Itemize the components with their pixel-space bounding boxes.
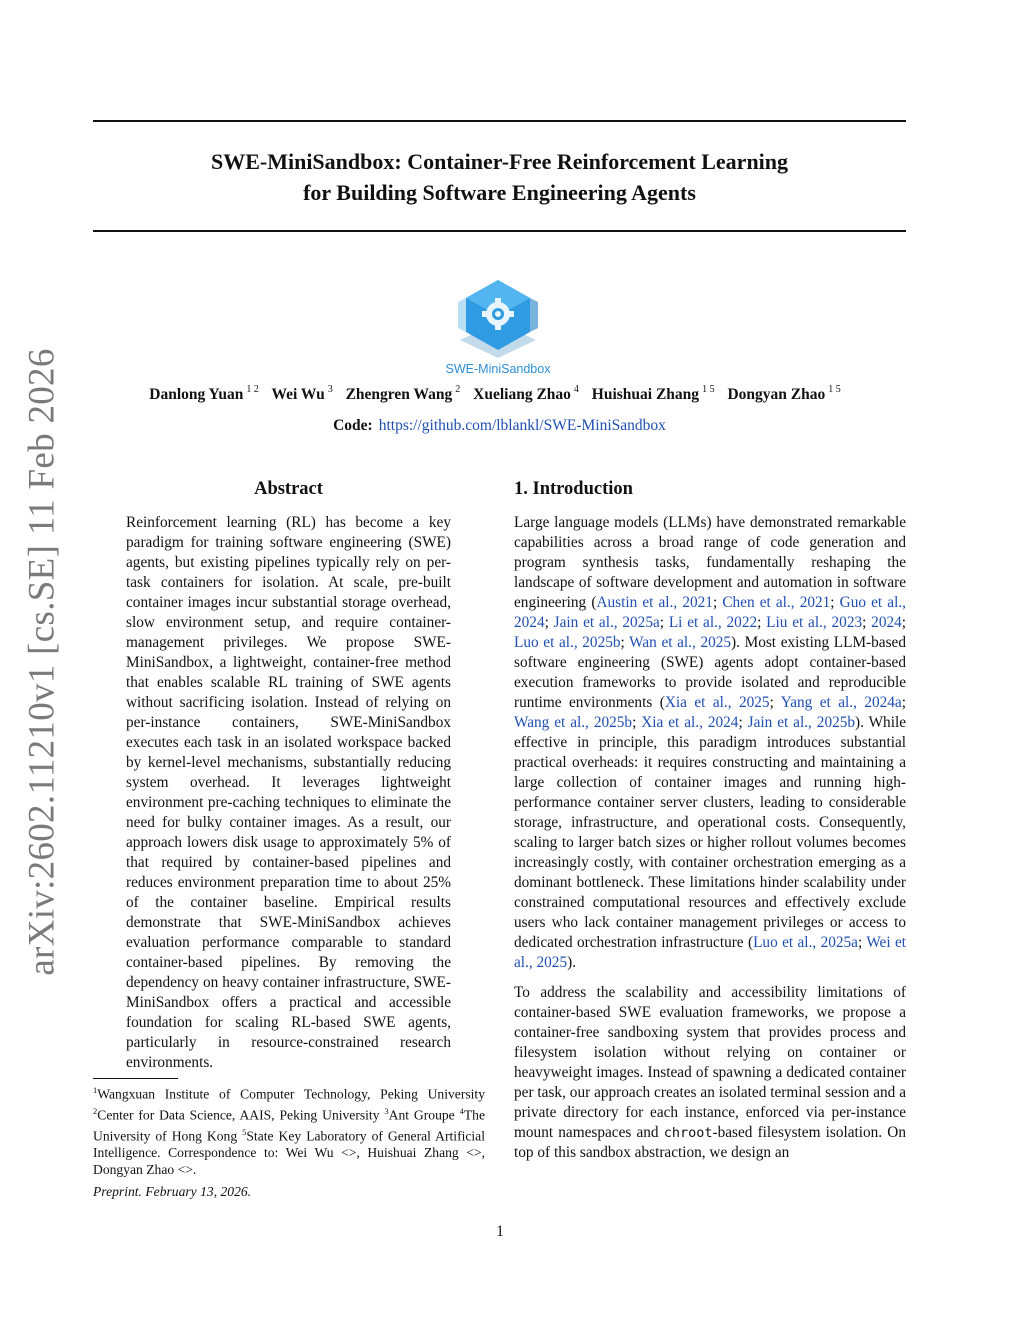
author-name: Wei Wu <box>271 386 325 403</box>
footnote-marker: 2 <box>93 1106 98 1117</box>
author-name: Huishuai Zhang <box>591 386 700 403</box>
affiliation-5: State Key Laboratory of General Artificial Intelligence. Correspondence to: Wei Wu <>, Huishuai Zhang <>, Dongyan Zhao <>. <box>93 1128 485 1177</box>
intro-paragraph-2 <box>514 983 906 1163</box>
citation-link[interactable]: Jain et al., 2025b <box>747 714 856 731</box>
title-top-rule <box>93 120 906 122</box>
citation-link[interactable]: Wan et al., 2025 <box>629 634 732 651</box>
citation-link[interactable]: 2024 <box>871 614 902 631</box>
citation-link[interactable]: Austin et al., 2021 <box>596 594 713 611</box>
code-line <box>93 417 906 435</box>
citation-link[interactable]: Luo et al., 2025b <box>514 634 621 651</box>
introduction-body <box>514 513 906 1173</box>
footnote-marker: 1 <box>93 1085 98 1095</box>
citation-link[interactable]: Guo et al., 2024 <box>514 594 906 631</box>
affiliation-3: Ant Groupe <box>388 1107 460 1123</box>
intro-text: ). Most existing LLM-based software engineering (SWE) agents adopt container-based execution frameworks to provide isolated and reproducible runtime environments ( <box>514 634 906 711</box>
citation-link[interactable]: Wang et al., 2025b <box>514 714 633 731</box>
author-affiliation: 1 5 <box>828 384 841 395</box>
intro-text: To address the scalability and accessibility limitations of container-based SWE evaluation frameworks, we propose a container-free sandboxing system that provides process and filesystem isolation without relying on container or heavyweight images. Instead of spawning a dedicated container per task, our approach creates an isolated terminal session and a private directory for each instance, enforced via per-instance mount namespaces and <box>514 984 906 1141</box>
affiliation-1: Wangxuan Institute of Computer Technology, Peking University <box>97 1086 485 1102</box>
code-label: Code: <box>333 417 373 434</box>
citation-link[interactable]: Liu et al., 2023 <box>766 614 863 631</box>
author-affiliation: 1 2 <box>246 384 259 395</box>
paper-title <box>93 146 906 208</box>
title-line-1: SWE-MiniSandbox: Container-Free Reinforcement Learning <box>210 149 789 174</box>
title-line-2: for Building Software Engineering Agents <box>303 180 696 205</box>
footnote-marker: 4 <box>459 1106 464 1117</box>
citation-link[interactable]: Yang et al., 2024a <box>780 694 902 711</box>
author-affiliation: 3 <box>327 384 333 395</box>
affiliation-2: Center for Data Science, AAIS, Peking University <box>97 1107 385 1123</box>
citation-link[interactable]: Jain et al., 2025a <box>553 614 660 631</box>
abstract-text: Reinforcement learning (RL) has become a key paradigm for training software engineering (SWE) agents, but existing pipelines typically rely on per-task containers for isolation. At scale, pre-built container images incur substantial storage overhead, slow environment setup, and require container-management privileges. We propose SWE-MiniSandbox, a lightweight, container-free method that enables scalable RL training of SWE agents without sacrificing isolation. Instead of relying on per-instance containers, SWE-MiniSandbox executes each task in an isolated workspace backed by kernel-level mechanisms, substantially reducing system overhead. It leverages lightweight environment pre-caching techniques to eliminate the need for bulky container images. As a result, our approach lowers disk usage to approximately 5% of that required by container-based pipelines and reduces environment preparation time to about 25% of the container baseline. Empirical results demonstrate that SWE-MiniSandbox achieves evaluation performance comparable to standard container-based pipelines. By removing the dependency on heavy container infrastructure, SWE-MiniSandbox offers a practical and accessible foundation for scaling RL-based SWE agents, particularly in resource-constrained research environments. <box>126 514 451 1071</box>
abstract-heading: Abstract <box>254 479 323 499</box>
citation-link[interactable]: Xia et al., 2024 <box>641 714 739 731</box>
code-link[interactable]: https://github.com/lblankl/SWE-MiniSandbox <box>378 417 666 434</box>
title-bottom-rule <box>93 230 906 232</box>
footnote-marker: 3 <box>384 1106 389 1117</box>
logo-label: SWE-MiniSandbox <box>445 362 551 376</box>
affiliation-footnote <box>93 1082 485 1178</box>
author-affiliation: 4 <box>573 384 579 395</box>
author-name: Danlong Yuan <box>149 386 244 403</box>
author-name: Xueliang Zhao <box>473 386 571 403</box>
intro-text: ). While effective in principle, this paradigm introduces substantial practical overheads: it requires constructing and maintaining a large collection of container images and running high-performance container server clusters, leading to considerable storage, infrastructure, and operational costs. Consequently, scaling to larger batch sizes or higher rollout volumes becomes increasingly costly, with container orchestration emerging as a dominant bottleneck. These limitations hinder scalability under constrained computational resources and effectively exclude users who lack container management privileges or access to dedicated orchestration infrastructure ( <box>514 714 906 951</box>
citation-link[interactable]: Luo et al., 2025a <box>753 934 858 951</box>
author-name: Zhengren Wang <box>345 386 453 403</box>
inline-code: chroot <box>663 1125 713 1141</box>
citation-link[interactable]: Xia et al., 2025 <box>664 694 770 711</box>
intro-text: ). <box>567 954 577 971</box>
affiliation-4: The University of Hong Kong <box>93 1107 485 1144</box>
intro-text: Large language models (LLMs) have demonstrated remarkable capabilities across a broad range of code generation and program synthesis tasks, fundamentally reshaping the landscape of software development and automation in software engineering ( <box>514 514 906 611</box>
citation-link[interactable]: Wei et al., 2025 <box>514 934 906 971</box>
citation-link[interactable]: Li et al., 2022 <box>668 614 758 631</box>
author-affiliation: 1 5 <box>702 384 715 395</box>
footnote-marker: 5 <box>242 1127 247 1138</box>
author-affiliation: 2 <box>455 384 461 395</box>
preprint-note: Preprint. February 13, 2026. <box>93 1184 252 1199</box>
arxiv-identifier: arXiv:2602.11210v1 [cs.SE] 11 Feb 2026 <box>21 348 63 976</box>
introduction-heading: 1. Introduction <box>514 479 633 499</box>
author-list <box>93 386 906 404</box>
citation-link[interactable]: Chen et al., 2021 <box>722 594 831 611</box>
intro-text: -based filesystem isolation. On top of this sandbox abstraction, we design an <box>514 1124 906 1161</box>
intro-paragraph-1: Large language models (LLMs) have demonstrated remarkable capabilities across a broad range of code generation and program synthesis tasks, fundamentally reshaping the landscape of software development and automation in software engineering (Austin et al., 2021; Chen et al., 2021; Guo et al., 2024; Jain et al., 2025a; Li et al., 2022; Liu et al., 2023; 2024; Luo et al., 2025b; Wan et al., 2025). Most existing LLM-based software engineering (SWE) agents adopt container-based execution frameworks to provide isolated and reproducible runtime environments (Xia et al., 2025; Yang et al., 2024a; Wang et al., 2025b; Xia et al., 2024; Jain et al., 2025b). While effective in principle, this paradigm introduces substantial practical overheads: it requires constructing and maintaining a large collection of container images and running high-performance container server clusters, leading to considerable storage, infrastructure, and operational costs. Consequently, scaling to larger batch sizes or higher rollout volumes becomes increasingly costly, with container orchestration emerging as a dominant bottleneck. These limitations hinder scalability under constrained computational resources and effectively exclude users who lack container management privileges or access to dedicated orchestration infrastructure (Luo et al., 2025a; Wei et al., 2025). <box>514 514 907 971</box>
page-number: 1 <box>496 1223 504 1240</box>
footnote-rule <box>93 1078 178 1079</box>
author-name: Dongyan Zhao <box>727 386 826 403</box>
